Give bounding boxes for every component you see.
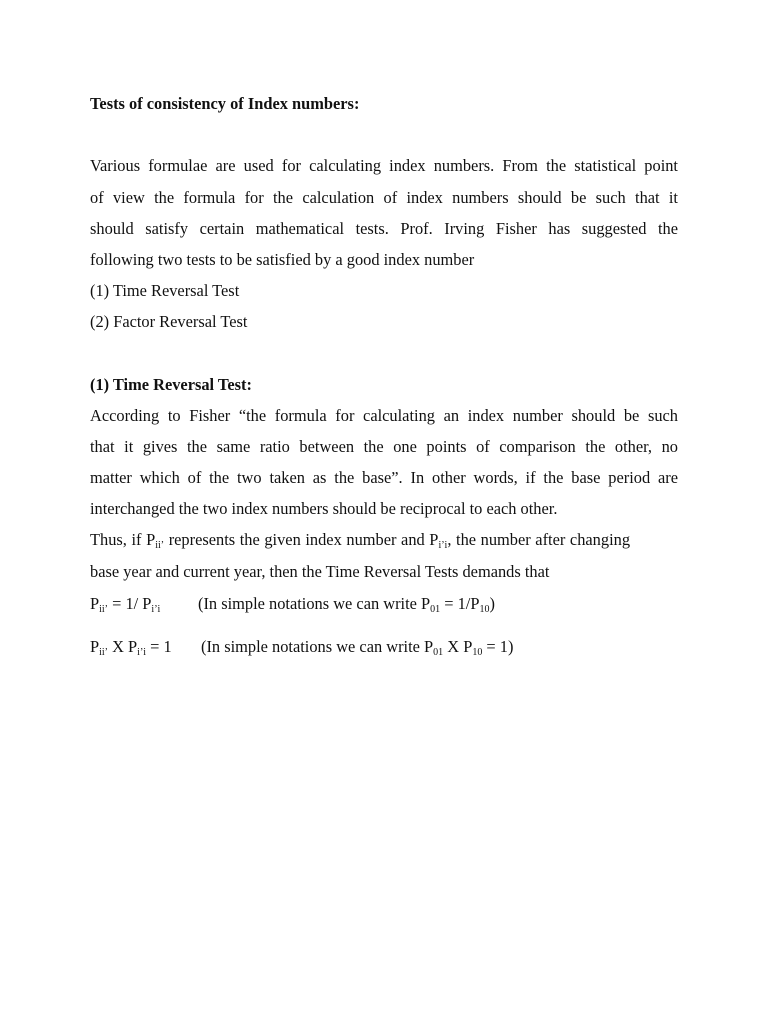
intro-line-1: Various formulae are used for calculating index numbers. From the statistical point: [90, 156, 678, 175]
section-line-2: that it gives the same ratio between the one points of comparison the other, no: [90, 437, 678, 456]
document-heading: Tests of consistency of Index numbers:: [90, 94, 360, 113]
formula-2-note: (In simple notations we can write $P_{01}$ X $P_{10} = 1$): [201, 637, 514, 658]
intro-line-3: should satisfy certain mathematical tests. Prof. Irving Fisher has suggested the: [90, 219, 678, 238]
formula-2: [90, 637, 678, 657]
section-line-1: According to Fisher “the formula for calculating an index number should be such: [90, 406, 678, 425]
formula-1-note: (In simple notations we can write $P_{01} = 1/P_{10}$): [198, 594, 495, 615]
intro-line-2: of view the formula for the calculation of index numbers should be such that it: [90, 188, 678, 207]
section-line-4: interchanged the two index numbers should be reciprocal to each other.: [90, 499, 558, 518]
test-list-item-1: (1) Time Reversal Test: [90, 281, 240, 300]
section-line-6: base year and current year, then the Time Reversal Tests demands that: [90, 562, 550, 581]
formula-1-expression: $P_{ii’} = 1/$ $P_{i’i}$: [90, 594, 161, 615]
formula-2-expression: $P_{ii’}$ X $P_{i’i} = 1$: [90, 637, 172, 658]
formula-1: [90, 594, 678, 614]
intro-line-4: following two tests to be satisfied by a good index number: [90, 250, 475, 269]
test-list-item-2: (2) Factor Reversal Test: [90, 312, 248, 331]
section-title: (1) Time Reversal Test:: [90, 375, 252, 394]
section-line-3: matter which of the two taken as the base”. In other words, if the base period are: [90, 468, 678, 487]
section-line-5: Thus, if $P_{ii’}$ represents the given index number and $P_{i’i}$, the number after changing: [90, 530, 631, 551]
